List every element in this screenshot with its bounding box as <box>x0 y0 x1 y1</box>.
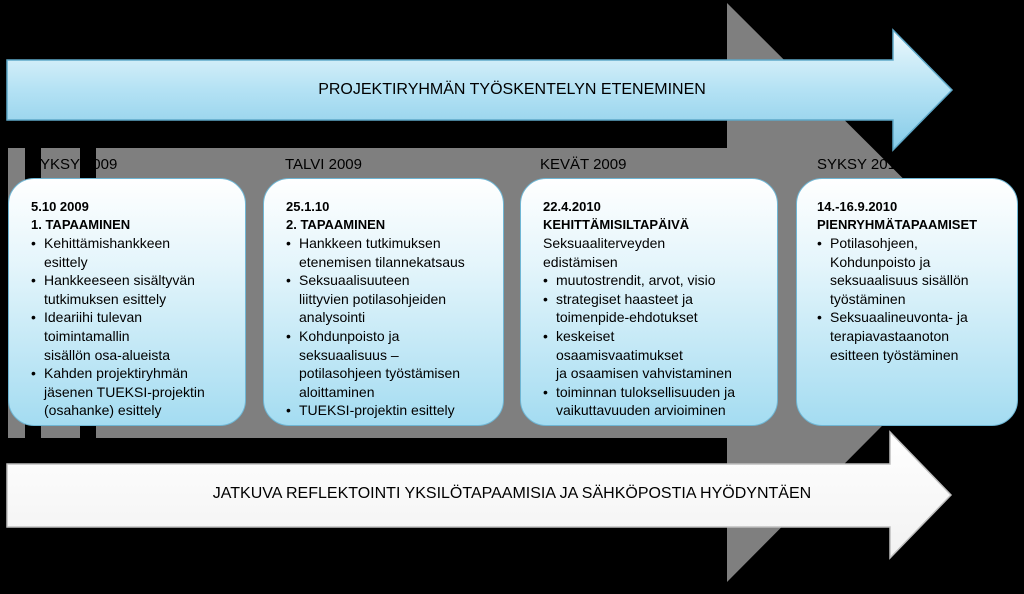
card-bullet-line: tutkimuksen esittely <box>44 290 167 307</box>
card-bullet-line: • Hankkeeseen sisältyvän <box>44 272 195 289</box>
card-intro-line: edistämisen <box>543 253 618 270</box>
card-bullet-line: ja osaamisen vahvistaminen <box>556 365 732 382</box>
card-title: 2. TAPAAMINEN <box>286 217 386 232</box>
card-date: 22.4.2010 <box>543 199 601 214</box>
card-bullet-line: esittely <box>44 253 88 270</box>
bottom-banner-text: JATKUVA REFLEKTOINTI YKSILÖTAPAAMISIA JA SÄHKÖPOSTIA HYÖDYNTÄEN <box>212 485 812 502</box>
card-bullet-line: Kohdunpoisto ja <box>830 253 931 270</box>
card-bullet-line: toimintamallin <box>44 327 130 344</box>
season-label: KEVÄT 2009 <box>540 156 627 173</box>
meeting-card <box>263 178 504 426</box>
card-bullet-item <box>31 234 235 271</box>
card-bullet-item <box>817 308 1007 364</box>
card-bullet-item <box>31 271 235 308</box>
card-bullet-line: vaikuttavuuden arvioiminen <box>556 402 726 419</box>
meeting-card <box>8 178 246 426</box>
card-bullet-item <box>286 401 493 420</box>
season-label: SYKSY 2009 <box>30 156 118 173</box>
card-bullet-line: osaamisvaatimukset <box>556 346 683 363</box>
card-bullet-item <box>543 327 767 383</box>
card-bullet-line: • keskeiset <box>556 327 615 344</box>
card-bullet-line: esitteen työstäminen <box>830 346 959 363</box>
card-bullet-list <box>31 234 235 420</box>
card-bullet-line: analysointi <box>299 309 366 326</box>
card-bullet-item <box>286 271 493 327</box>
card-bullet-line: • Ideariihi tulevan <box>44 309 143 326</box>
card-bullet-line: aloittaminen <box>299 383 375 400</box>
card-bullet-line: seksuaalisuus – <box>299 346 399 363</box>
season-label: TALVI 2009 <box>285 156 362 173</box>
card-bullet-item <box>286 327 493 401</box>
card-bullet-item <box>31 308 235 364</box>
card-bullet-item <box>543 290 767 327</box>
top-banner-text: PROJEKTIRYHMÄN TYÖSKENTELYN ETENEMINEN <box>318 81 706 98</box>
card-title: PIENRYHMÄTAPAAMISET <box>817 217 978 232</box>
card-bullet-line: työstäminen <box>830 290 906 307</box>
card-bullet-item <box>817 234 1007 308</box>
card-title: 1. TAPAAMINEN <box>31 217 131 232</box>
card-bullet-item <box>543 271 767 290</box>
card-bullet-list <box>817 234 1007 364</box>
card-bullet-line: (osahanke) esittely <box>44 402 162 419</box>
card-bullet-list <box>286 234 493 420</box>
card-bullet-line: • TUEKSI-projektin esittely <box>299 402 455 419</box>
meeting-card <box>520 178 778 426</box>
card-bullet-line: • Kohdunpoisto ja <box>299 327 400 344</box>
card-bullet-line: • Potilasohjeen, <box>830 235 918 251</box>
card-bullet-line: terapiavastaanoton <box>830 327 950 344</box>
card-bullet-line: jäsenen TUEKSI-projektin <box>44 383 205 400</box>
card-title: KEHITTÄMISILTAPÄIVÄ <box>543 217 690 232</box>
card-bullet-line: sisällön osa-alueista <box>44 346 171 363</box>
card-bullet-line: • Kehittämishankkeen <box>44 235 171 251</box>
card-bullet-line: seksuaalisuus sisällön <box>830 272 969 289</box>
card-bullet-line: • muutostrendit, arvot, visio <box>556 272 716 289</box>
card-bullet-item <box>543 383 767 420</box>
card-date: 5.10 2009 <box>31 199 89 214</box>
card-bullet-line: • Seksuaalineuvonta- ja <box>830 309 968 326</box>
card-intro-line: Seksuaaliterveyden <box>543 235 666 251</box>
season-label: SYKSY 2010 <box>817 156 905 173</box>
card-bullet-list <box>543 271 767 420</box>
card-bullet-line: • Seksuaalisuuteen <box>299 272 410 289</box>
card-bullet-line: potilasohjeen työstämisen <box>299 365 461 382</box>
card-date: 14.-16.9.2010 <box>817 199 898 214</box>
card-bullet-line: liittyvien potilasohjeiden <box>299 290 447 307</box>
card-bullet-line: etenemisen tilannekatsaus <box>299 253 465 270</box>
card-bullet-item <box>286 234 493 271</box>
card-bullet-line: toimenpide-ehdotukset <box>556 309 698 326</box>
meeting-card <box>796 178 1018 426</box>
card-bullet-line: • Hankkeen tutkimuksen <box>299 235 441 251</box>
card-bullet-line: • toiminnan tuloksellisuuden ja <box>556 383 735 400</box>
card-bullet-line: • Kahden projektiryhmän <box>44 365 188 382</box>
card-bullet-item <box>31 364 235 420</box>
card-bullet-line: • strategiset haasteet ja <box>556 290 693 307</box>
card-date: 25.1.10 <box>286 199 330 214</box>
